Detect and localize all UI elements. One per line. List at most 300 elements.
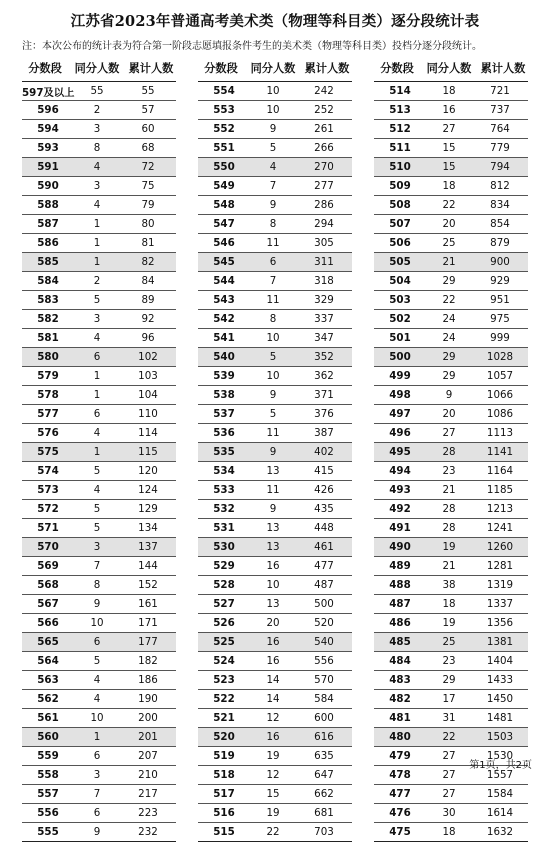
total-cell: 329 xyxy=(314,294,334,306)
count-cell: 16 xyxy=(266,560,280,572)
total-cell: 1141 xyxy=(486,446,514,458)
total-cell: 81 xyxy=(141,237,155,249)
count-cell: 20 xyxy=(442,408,456,420)
count-cell: 9 xyxy=(269,199,277,211)
score-cell: 487 xyxy=(389,598,411,610)
page-title: 江苏省2023年普通高考美术类（物理等科目类）逐分段统计表 xyxy=(70,13,480,30)
score-cell: 537 xyxy=(213,408,235,420)
count-cell: 22 xyxy=(266,826,280,838)
count-cell: 22 xyxy=(442,199,456,211)
score-cell: 477 xyxy=(389,788,411,800)
table-row xyxy=(198,120,352,139)
count-cell: 18 xyxy=(442,180,456,192)
count-cell: 16 xyxy=(266,655,280,667)
count-cell: 4 xyxy=(93,484,101,496)
score-cell: 488 xyxy=(389,579,411,591)
count-cell: 3 xyxy=(93,180,101,192)
count-cell: 16 xyxy=(266,731,280,743)
table-header xyxy=(374,54,528,82)
count-cell: 14 xyxy=(266,693,280,705)
total-cell: 1066 xyxy=(486,389,514,401)
count-cell: 17 xyxy=(442,693,456,705)
count-cell: 1 xyxy=(93,256,101,268)
count-cell: 20 xyxy=(266,617,280,629)
count-cell: 55 xyxy=(90,85,104,97)
count-cell: 7 xyxy=(93,560,101,572)
table-row xyxy=(374,481,528,500)
total-cell: 311 xyxy=(314,256,334,268)
table-row xyxy=(198,519,352,538)
table-row xyxy=(22,785,176,804)
table-row xyxy=(374,728,528,747)
count-cell: 2 xyxy=(93,104,101,116)
score-cell: 486 xyxy=(389,617,411,629)
score-cell: 510 xyxy=(389,161,411,173)
score-cell: 583 xyxy=(37,294,59,306)
count-cell: 4 xyxy=(93,674,101,686)
score-cell: 543 xyxy=(213,294,235,306)
table-row xyxy=(22,120,176,139)
score-cell: 555 xyxy=(37,826,59,838)
total-cell: 584 xyxy=(314,693,334,705)
score-cell: 498 xyxy=(389,389,411,401)
count-cell: 8 xyxy=(269,313,277,325)
count-cell: 27 xyxy=(442,788,456,800)
table-row xyxy=(22,291,176,310)
score-cell: 484 xyxy=(389,655,411,667)
table-row xyxy=(374,367,528,386)
table-row xyxy=(374,804,528,823)
score-cell: 574 xyxy=(37,465,59,477)
total-cell: 635 xyxy=(314,750,334,762)
total-cell: 318 xyxy=(314,275,334,287)
score-cell: 564 xyxy=(37,655,59,667)
count-cell: 27 xyxy=(442,750,456,762)
count-cell: 19 xyxy=(266,750,280,762)
total-cell: 834 xyxy=(490,199,510,211)
table-row xyxy=(198,576,352,595)
table-row xyxy=(22,766,176,785)
total-cell: 721 xyxy=(490,85,510,97)
total-cell: 1057 xyxy=(486,370,514,382)
score-cell: 550 xyxy=(213,161,235,173)
total-cell: 270 xyxy=(314,161,334,173)
score-cell: 566 xyxy=(37,617,59,629)
table-row xyxy=(374,196,528,215)
count-cell: 9 xyxy=(269,446,277,458)
table-row xyxy=(22,405,176,424)
count-cell: 15 xyxy=(442,161,456,173)
count-cell: 6 xyxy=(269,256,277,268)
score-cell: 571 xyxy=(37,522,59,534)
table-row xyxy=(198,405,352,424)
total-cell: 1164 xyxy=(486,465,514,477)
table-row xyxy=(198,671,352,690)
total-cell: 337 xyxy=(314,313,334,325)
total-cell: 114 xyxy=(138,427,158,439)
score-cell: 576 xyxy=(37,427,59,439)
total-cell: 129 xyxy=(138,503,158,515)
total-cell: 487 xyxy=(314,579,334,591)
count-cell: 4 xyxy=(93,427,101,439)
table-row xyxy=(374,405,528,424)
score-cell: 529 xyxy=(213,560,235,572)
total-cell: 347 xyxy=(314,332,334,344)
count-cell: 10 xyxy=(266,370,280,382)
score-cell: 575 xyxy=(37,446,59,458)
total-cell: 854 xyxy=(490,218,510,230)
count-cell: 7 xyxy=(269,180,277,192)
table-row xyxy=(198,443,352,462)
score-cell: 544 xyxy=(213,275,235,287)
table-row xyxy=(374,557,528,576)
count-cell: 27 xyxy=(442,123,456,135)
score-cell: 573 xyxy=(37,484,59,496)
total-cell: 1241 xyxy=(486,522,514,534)
total-cell: 55 xyxy=(141,85,155,97)
score-cell: 526 xyxy=(213,617,235,629)
table-row xyxy=(198,139,352,158)
table-row xyxy=(22,690,176,709)
score-cell: 495 xyxy=(389,446,411,458)
score-cell: 500 xyxy=(389,351,411,363)
total-cell: 72 xyxy=(141,161,155,173)
score-cell: 569 xyxy=(37,560,59,572)
table-row xyxy=(22,671,176,690)
score-cell: 493 xyxy=(389,484,411,496)
total-cell: 387 xyxy=(314,427,334,439)
score-cell: 581 xyxy=(37,332,59,344)
count-cell: 28 xyxy=(442,446,456,458)
count-cell: 38 xyxy=(442,579,456,591)
table-row xyxy=(22,538,176,557)
count-cell: 3 xyxy=(93,769,101,781)
table-row xyxy=(374,709,528,728)
table-row xyxy=(198,538,352,557)
total-cell: 1113 xyxy=(486,427,514,439)
score-cell: 525 xyxy=(213,636,235,648)
count-cell: 12 xyxy=(266,769,280,781)
table-row xyxy=(374,462,528,481)
count-cell: 21 xyxy=(442,484,456,496)
table-row xyxy=(374,424,528,443)
table-row xyxy=(22,595,176,614)
score-cell: 504 xyxy=(389,275,411,287)
count-cell: 16 xyxy=(266,636,280,648)
count-cell: 13 xyxy=(266,465,280,477)
table-row xyxy=(198,272,352,291)
table-row xyxy=(22,367,176,386)
count-cell: 5 xyxy=(269,351,277,363)
total-cell: 1213 xyxy=(486,503,514,515)
total-cell: 68 xyxy=(141,142,155,154)
table-header xyxy=(22,54,176,82)
header-count: 同分人数 xyxy=(426,61,472,75)
score-cell: 530 xyxy=(213,541,235,553)
table-row xyxy=(374,139,528,158)
score-cell: 519 xyxy=(213,750,235,762)
total-cell: 223 xyxy=(138,807,158,819)
total-cell: 600 xyxy=(314,712,334,724)
total-cell: 294 xyxy=(314,218,334,230)
count-cell: 29 xyxy=(442,351,456,363)
total-cell: 570 xyxy=(314,674,334,686)
table-row xyxy=(22,652,176,671)
count-cell: 6 xyxy=(93,807,101,819)
count-cell: 7 xyxy=(93,788,101,800)
score-cell: 528 xyxy=(213,579,235,591)
score-cell: 524 xyxy=(213,655,235,667)
count-cell: 15 xyxy=(442,142,456,154)
table-row xyxy=(22,234,176,253)
count-cell: 1 xyxy=(93,389,101,401)
count-cell: 9 xyxy=(269,123,277,135)
table-row xyxy=(198,101,352,120)
score-cell: 588 xyxy=(37,199,59,211)
total-cell: 975 xyxy=(490,313,510,325)
score-cell: 501 xyxy=(389,332,411,344)
count-cell: 24 xyxy=(442,332,456,344)
count-cell: 10 xyxy=(266,579,280,591)
count-cell: 1 xyxy=(93,237,101,249)
score-cell: 540 xyxy=(213,351,235,363)
count-cell: 9 xyxy=(445,389,453,401)
table-row xyxy=(374,785,528,804)
score-cell: 521 xyxy=(213,712,235,724)
table-row xyxy=(374,82,528,101)
score-cell: 527 xyxy=(213,598,235,610)
table-column-1 xyxy=(22,54,176,842)
score-cell: 516 xyxy=(213,807,235,819)
table-row xyxy=(198,310,352,329)
table-row xyxy=(198,690,352,709)
table-row xyxy=(22,424,176,443)
table-row xyxy=(22,747,176,766)
count-cell: 4 xyxy=(93,161,101,173)
table-row xyxy=(374,823,528,842)
total-cell: 152 xyxy=(138,579,158,591)
total-cell: 779 xyxy=(490,142,510,154)
count-cell: 19 xyxy=(442,541,456,553)
count-cell: 6 xyxy=(93,636,101,648)
total-cell: 681 xyxy=(314,807,334,819)
score-cell: 523 xyxy=(213,674,235,686)
count-cell: 20 xyxy=(442,218,456,230)
table-row xyxy=(374,272,528,291)
total-cell: 477 xyxy=(314,560,334,572)
total-cell: 1632 xyxy=(486,826,514,838)
total-cell: 812 xyxy=(490,180,510,192)
table-row xyxy=(198,196,352,215)
header-score: 分数段 xyxy=(380,61,414,75)
score-cell: 476 xyxy=(389,807,411,819)
score-cell: 548 xyxy=(213,199,235,211)
score-cell: 482 xyxy=(389,693,411,705)
table-row xyxy=(22,386,176,405)
count-cell: 29 xyxy=(442,275,456,287)
table-row xyxy=(374,386,528,405)
total-cell: 376 xyxy=(314,408,334,420)
table-row xyxy=(374,310,528,329)
table-row xyxy=(198,614,352,633)
total-cell: 362 xyxy=(314,370,334,382)
score-cell: 479 xyxy=(389,750,411,762)
score-cell: 570 xyxy=(37,541,59,553)
total-cell: 232 xyxy=(138,826,158,838)
total-cell: 266 xyxy=(314,142,334,154)
count-cell: 3 xyxy=(93,123,101,135)
table-row xyxy=(198,804,352,823)
score-cell: 586 xyxy=(37,237,59,249)
count-cell: 23 xyxy=(442,655,456,667)
table-row xyxy=(374,120,528,139)
count-cell: 22 xyxy=(442,731,456,743)
count-cell: 11 xyxy=(266,427,280,439)
table-row xyxy=(198,481,352,500)
count-cell: 14 xyxy=(266,674,280,686)
score-cell: 535 xyxy=(213,446,235,458)
table-row xyxy=(22,348,176,367)
score-cell: 518 xyxy=(213,769,235,781)
table-row xyxy=(374,348,528,367)
total-cell: 82 xyxy=(141,256,155,268)
table-row xyxy=(22,519,176,538)
table-row xyxy=(198,348,352,367)
count-cell: 19 xyxy=(266,807,280,819)
score-cell: 552 xyxy=(213,123,235,135)
total-cell: 1319 xyxy=(486,579,514,591)
table-row xyxy=(374,158,528,177)
score-cell: 558 xyxy=(37,769,59,781)
total-cell: 80 xyxy=(141,218,155,230)
count-cell: 8 xyxy=(93,579,101,591)
score-cell: 577 xyxy=(37,408,59,420)
total-cell: 1530 xyxy=(486,750,514,762)
total-cell: 137 xyxy=(138,541,158,553)
total-cell: 520 xyxy=(314,617,334,629)
count-cell: 16 xyxy=(442,104,456,116)
count-cell: 11 xyxy=(266,237,280,249)
total-cell: 217 xyxy=(138,788,158,800)
table-row xyxy=(198,766,352,785)
count-cell: 6 xyxy=(93,408,101,420)
table-row xyxy=(374,253,528,272)
table-column-3 xyxy=(374,54,528,842)
table-row xyxy=(198,234,352,253)
total-cell: 144 xyxy=(138,560,158,572)
count-cell: 25 xyxy=(442,237,456,249)
score-cell: 545 xyxy=(213,256,235,268)
header-total: 累计人数 xyxy=(128,61,174,75)
total-cell: 435 xyxy=(314,503,334,515)
total-cell: 261 xyxy=(314,123,334,135)
score-cell: 546 xyxy=(213,237,235,249)
total-cell: 1503 xyxy=(486,731,514,743)
table-row xyxy=(374,633,528,652)
total-cell: 1281 xyxy=(486,560,514,572)
total-cell: 616 xyxy=(314,731,334,743)
score-cell: 483 xyxy=(389,674,411,686)
count-cell: 1 xyxy=(93,731,101,743)
score-cell: 502 xyxy=(389,313,411,325)
table-column-2 xyxy=(198,54,352,842)
count-cell: 9 xyxy=(93,826,101,838)
score-cell: 496 xyxy=(389,427,411,439)
table-row xyxy=(198,177,352,196)
score-cell: 481 xyxy=(389,712,411,724)
count-cell: 21 xyxy=(442,256,456,268)
score-cell: 489 xyxy=(389,560,411,572)
count-cell: 19 xyxy=(442,617,456,629)
score-cell: 531 xyxy=(213,522,235,534)
score-cell: 520 xyxy=(213,731,235,743)
total-cell: 134 xyxy=(138,522,158,534)
total-cell: 57 xyxy=(141,104,155,116)
table-row xyxy=(374,576,528,595)
total-cell: 171 xyxy=(138,617,158,629)
total-cell: 210 xyxy=(138,769,158,781)
count-cell: 22 xyxy=(442,294,456,306)
header-count: 同分人数 xyxy=(250,61,296,75)
total-cell: 951 xyxy=(490,294,510,306)
score-cell: 596 xyxy=(37,104,59,116)
score-cell: 549 xyxy=(213,180,235,192)
total-cell: 96 xyxy=(141,332,155,344)
total-cell: 104 xyxy=(138,389,158,401)
table-row xyxy=(22,196,176,215)
total-cell: 1450 xyxy=(486,693,514,705)
score-cell: 542 xyxy=(213,313,235,325)
total-cell: 999 xyxy=(490,332,510,344)
total-cell: 1557 xyxy=(486,769,514,781)
score-cell: 559 xyxy=(37,750,59,762)
table-row xyxy=(374,538,528,557)
score-cell: 582 xyxy=(37,313,59,325)
total-cell: 1404 xyxy=(486,655,514,667)
header-score: 分数段 xyxy=(204,61,238,75)
score-cell: 512 xyxy=(389,123,411,135)
count-cell: 1 xyxy=(93,446,101,458)
total-cell: 737 xyxy=(490,104,510,116)
count-cell: 5 xyxy=(269,408,277,420)
total-cell: 415 xyxy=(314,465,334,477)
count-cell: 28 xyxy=(442,522,456,534)
count-cell: 25 xyxy=(442,636,456,648)
total-cell: 75 xyxy=(141,180,155,192)
table-row xyxy=(374,291,528,310)
count-cell: 4 xyxy=(93,199,101,211)
count-cell: 9 xyxy=(269,503,277,515)
count-cell: 1 xyxy=(93,370,101,382)
count-cell: 8 xyxy=(269,218,277,230)
count-cell: 4 xyxy=(269,161,277,173)
total-cell: 60 xyxy=(141,123,155,135)
table-row xyxy=(198,82,352,101)
header-total: 累计人数 xyxy=(304,61,350,75)
count-cell: 10 xyxy=(266,85,280,97)
total-cell: 448 xyxy=(314,522,334,534)
total-cell: 540 xyxy=(314,636,334,648)
score-cell: 547 xyxy=(213,218,235,230)
score-cell: 494 xyxy=(389,465,411,477)
page-number: 第1页，共2页 xyxy=(469,760,532,771)
count-cell: 10 xyxy=(90,617,104,629)
count-cell: 1 xyxy=(93,218,101,230)
total-cell: 352 xyxy=(314,351,334,363)
table-row xyxy=(22,709,176,728)
score-cell: 572 xyxy=(37,503,59,515)
total-cell: 1381 xyxy=(486,636,514,648)
